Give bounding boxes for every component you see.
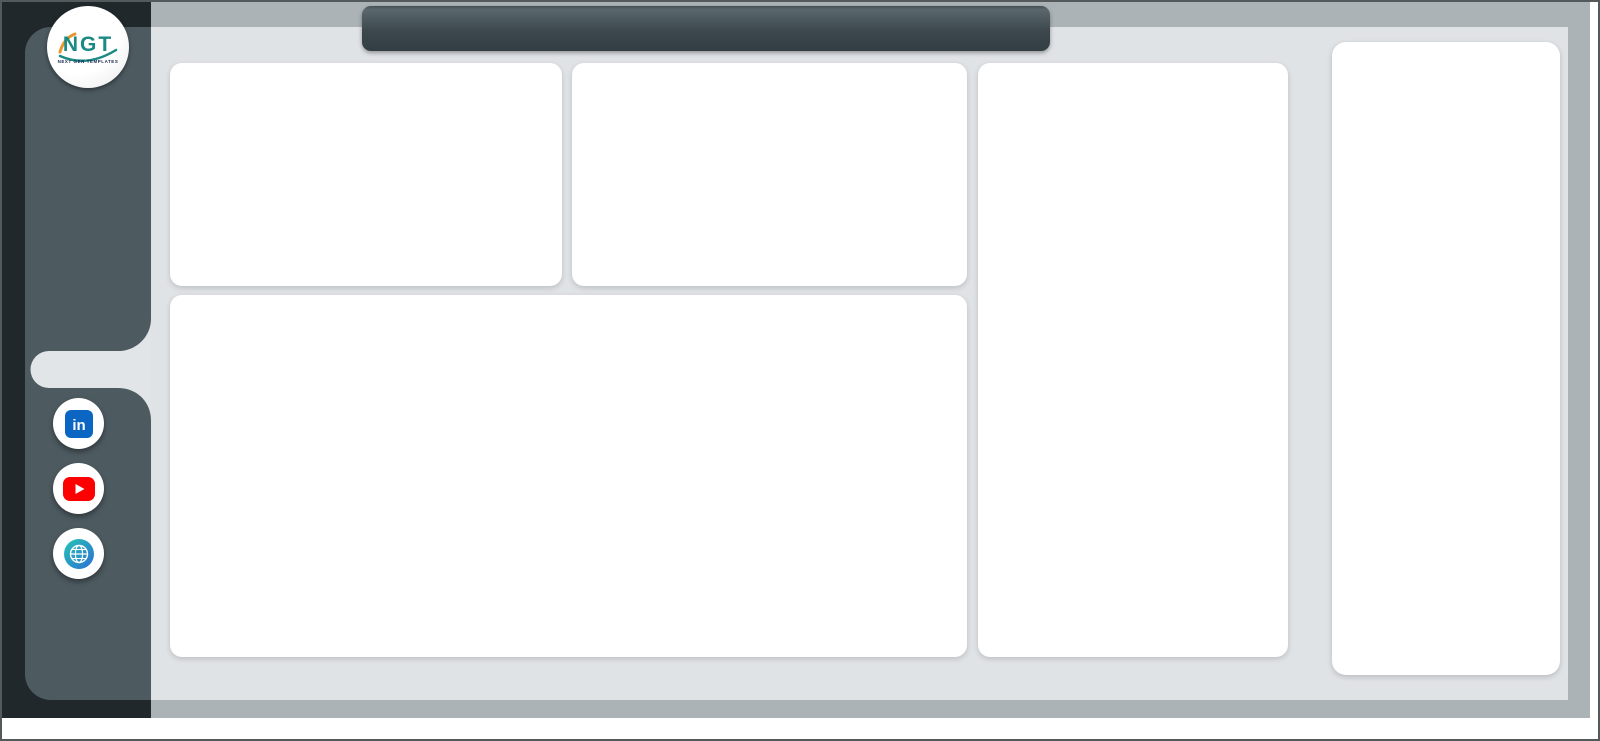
page-title-bar [362,6,1050,51]
youtube-icon[interactable] [53,463,104,514]
linkedin-icon[interactable] [53,398,104,449]
chart-card-wait-time [170,295,967,657]
chart-card-cost-by-treatment [572,63,967,286]
social-links [53,398,104,593]
svg-text:in: in [71,416,86,434]
globe-icon[interactable] [53,528,104,579]
filter-panel [1332,42,1560,675]
arrow-chart-consultation-duration [978,63,1288,657]
logo-text: NGT [62,33,114,56]
chart-card-revenue-by-gender [170,63,562,286]
pie-chart-revenue-by-gender [170,101,562,281]
logo-subtext: NEXT GEN TEMPLATES [57,59,119,64]
ngt-logo [47,6,129,88]
lollipop-chart-wait-time [170,295,967,657]
line-chart-cost-by-treatment [572,63,967,286]
chart-card-consultation-duration [978,63,1288,657]
